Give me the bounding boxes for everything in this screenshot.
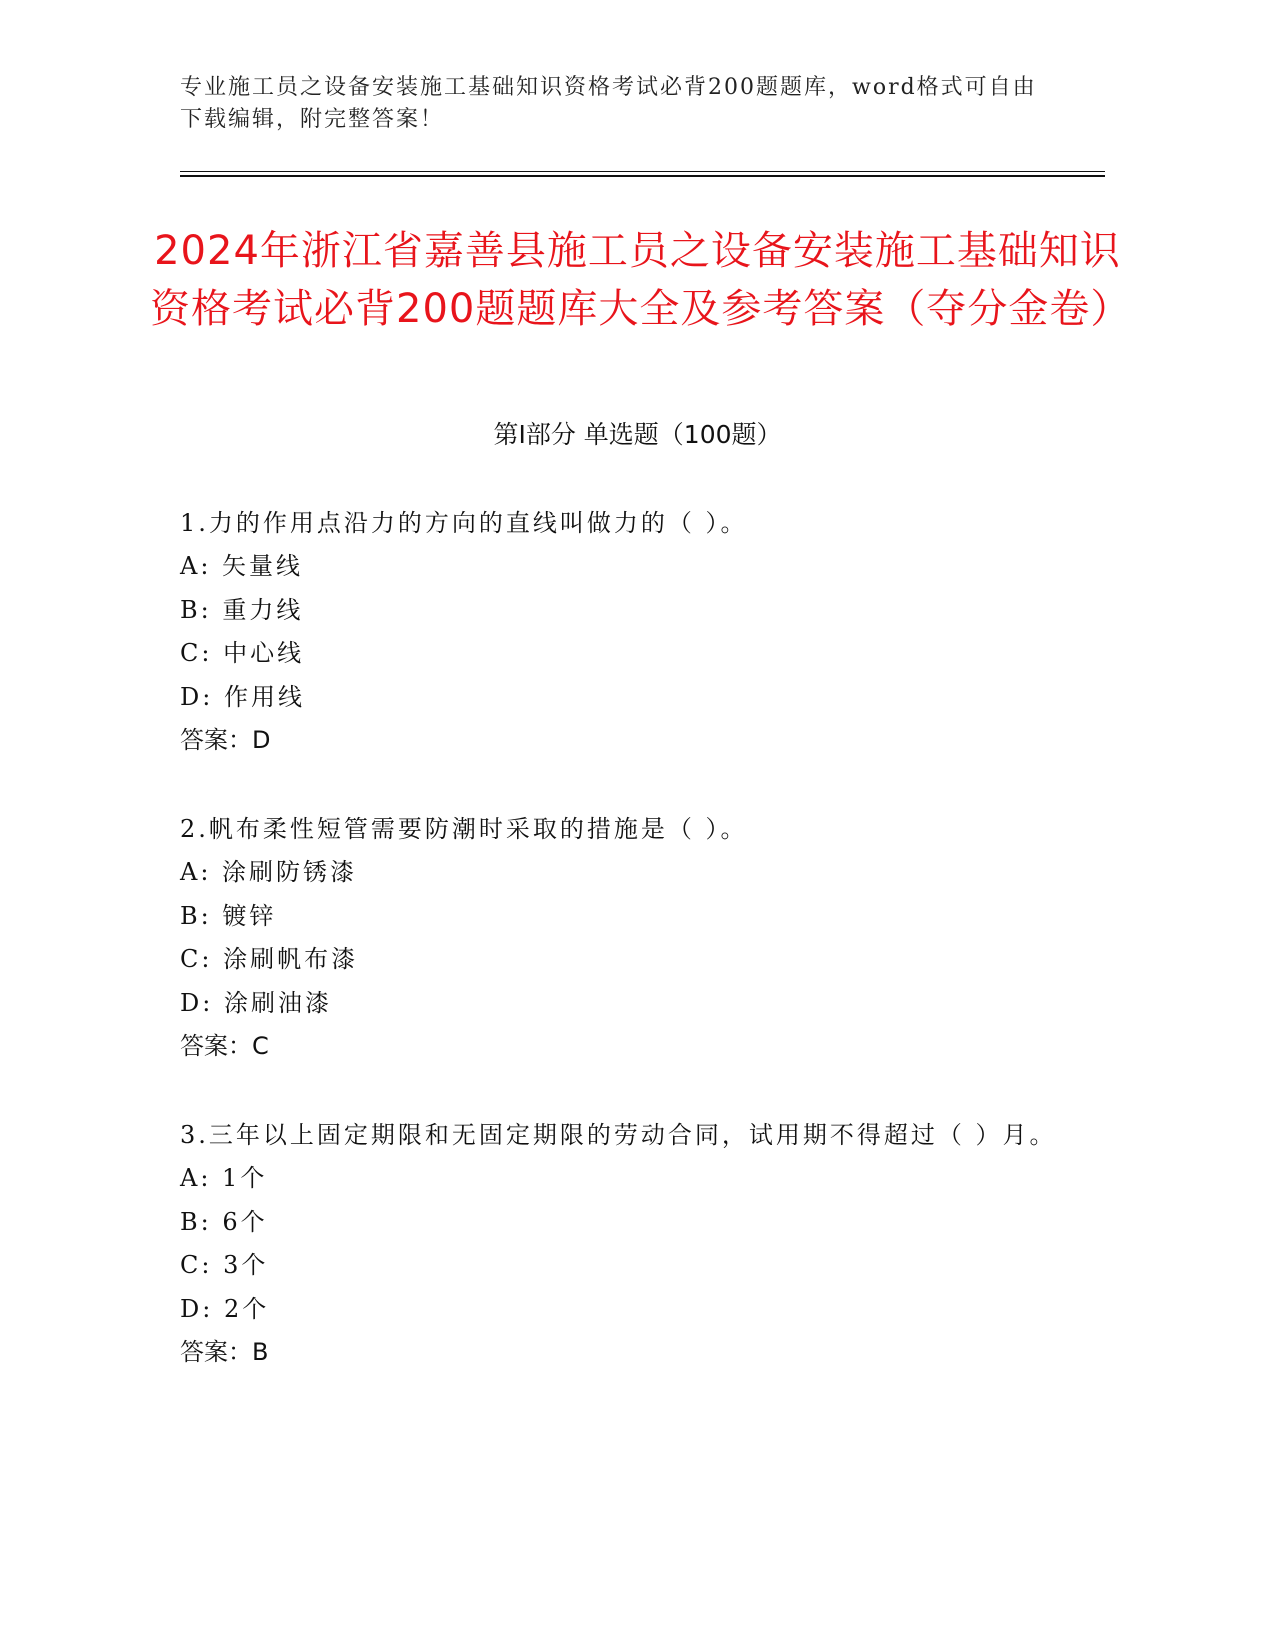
option-d: D: 作用线	[180, 682, 305, 711]
option-b: B: 6个	[180, 1207, 268, 1236]
question-3	[180, 1114, 1060, 1375]
option-a: A: 1个	[180, 1164, 268, 1192]
option-c: C: 3个	[180, 1251, 269, 1279]
question-1	[180, 502, 1060, 763]
section-title: 第Ⅰ部分 单选题（100题）	[493, 420, 782, 449]
option-c: C: 中心线	[180, 639, 305, 667]
answer: 答案：B	[180, 1338, 269, 1366]
option-a: A: 矢量线	[180, 552, 304, 580]
header-note: 专业施工员之设备安装施工基础知识资格考试必背200题题库，word格式可自由下载编辑，附完整答案！	[180, 75, 1037, 132]
option-a: A: 涂刷防锈漆	[180, 858, 358, 886]
answer: 答案：C	[180, 1032, 269, 1060]
question-stem: 1.力的作用点沿力的方向的直线叫做力的（ ）。	[180, 509, 748, 537]
question-stem: 3.三年以上固定期限和无固定期限的劳动合同，试用期不得超过（ ）月。	[180, 1121, 1057, 1149]
header-divider-bottom	[180, 175, 1105, 177]
option-c: C: 涂刷帆布漆	[180, 945, 359, 973]
question-2	[180, 808, 1060, 1069]
option-b: B: 重力线	[180, 595, 304, 624]
answer: 答案：D	[180, 726, 271, 754]
option-b: B: 镀锌	[180, 901, 277, 930]
header-divider-top	[180, 171, 1105, 172]
document-title: 2024年浙江省嘉善县施工员之设备安装施工基础知识资格考试必背200题题库大全及参考答案（夺分金卷）	[150, 228, 1132, 332]
option-d: D: 涂刷油漆	[180, 988, 332, 1017]
question-stem: 2.帆布柔性短管需要防潮时采取的措施是（ ）。	[180, 815, 748, 843]
option-d: D: 2个	[180, 1294, 270, 1323]
